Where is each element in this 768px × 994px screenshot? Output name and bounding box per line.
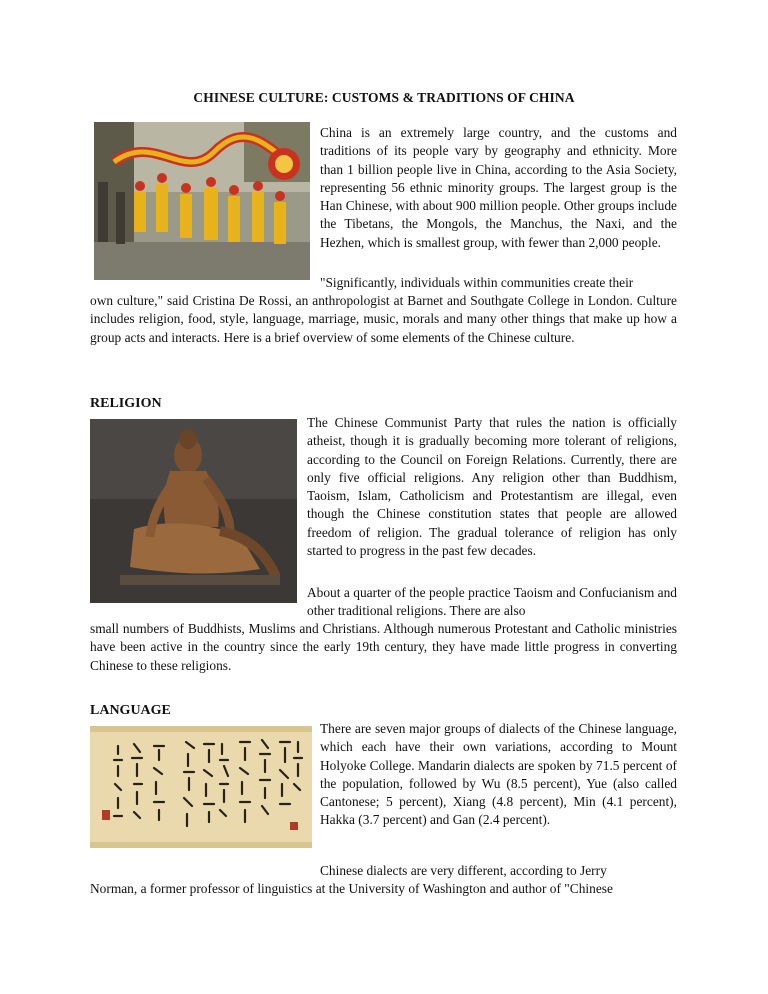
language-paragraph: There are seven major groups of dialects of the Chinese language, which each have their own variations, according to Mount Holyoke College. Mandarin dialects are spoken by 71.5 percent of the population, followed by Wu (8.5 percent), Yue (also called Cantonese; 5 percent), Xiang (4.8 percent), Min (4.1 percent), Hakka (3.7 percent) and Gan (2.4 percent). bbox=[320, 721, 677, 828]
language-heading: LANGUAGE bbox=[90, 703, 171, 718]
calligraphy-scroll-photo bbox=[90, 726, 312, 848]
religion-second-lead: About a quarter of the people practice Taoism and Confucianism and other traditional religions. There are also bbox=[307, 585, 677, 619]
intro-paragraph: China is an extremely large country, and the customs and traditions of its people vary by geography and ethnicity. More than 1 billion people live in China, according to the Asia Society, representing 56 ethnic minority groups. The largest group is the Han Chinese, with about 900 million people. Other groups include the Tibetans, the Mongols, the Manchus, the Naxi, and the Hezhen, which is smallest group, with fewer than 2,000 people. bbox=[320, 125, 677, 250]
language-second-continued: Norman, a former professor of linguistics at the University of Washington and author of "Chinese bbox=[90, 881, 613, 896]
buddha-statue-photo bbox=[90, 419, 297, 603]
intro-quote-lead: "Significantly, individuals within communities create their bbox=[320, 275, 634, 290]
dragon-dance-photo bbox=[94, 122, 310, 280]
religion-second-continued: small numbers of Buddhists, Muslims and Christians. Although numerous Protestant and Catholic ministries have been active in the country since the early 19th century, they have made little progress in converting Chinese to these religions. bbox=[90, 621, 677, 673]
page-title: CHINESE CULTURE: CUSTOMS & TRADITIONS OF CHINA bbox=[193, 90, 575, 105]
intro-quote-continued: own culture," said Cristina De Rossi, an anthropologist at Barnet and Southgate College in London. Culture includes religion, food, style, language, marriage, music, morals and many other things that make up how a group acts and interacts. Here is a brief overview of some elements of the Chinese culture. bbox=[90, 293, 677, 345]
religion-heading: RELIGION bbox=[90, 396, 162, 411]
language-second-lead: Chinese dialects are very different, according to Jerry bbox=[320, 863, 607, 878]
religion-paragraph: The Chinese Communist Party that rules the nation is officially atheist, though it is gradually becoming more tolerant of religions, according to the Council on Foreign Relations. Currently, there are only five official religions. Any religion other than Buddhism, Taoism, Islam, Catholicism and Protestantism are illegal, even though the Chinese constitution states that people are allowed freedom of religion. The gradual tolerance of religion has only started to progress in the past few decades. bbox=[307, 415, 677, 559]
